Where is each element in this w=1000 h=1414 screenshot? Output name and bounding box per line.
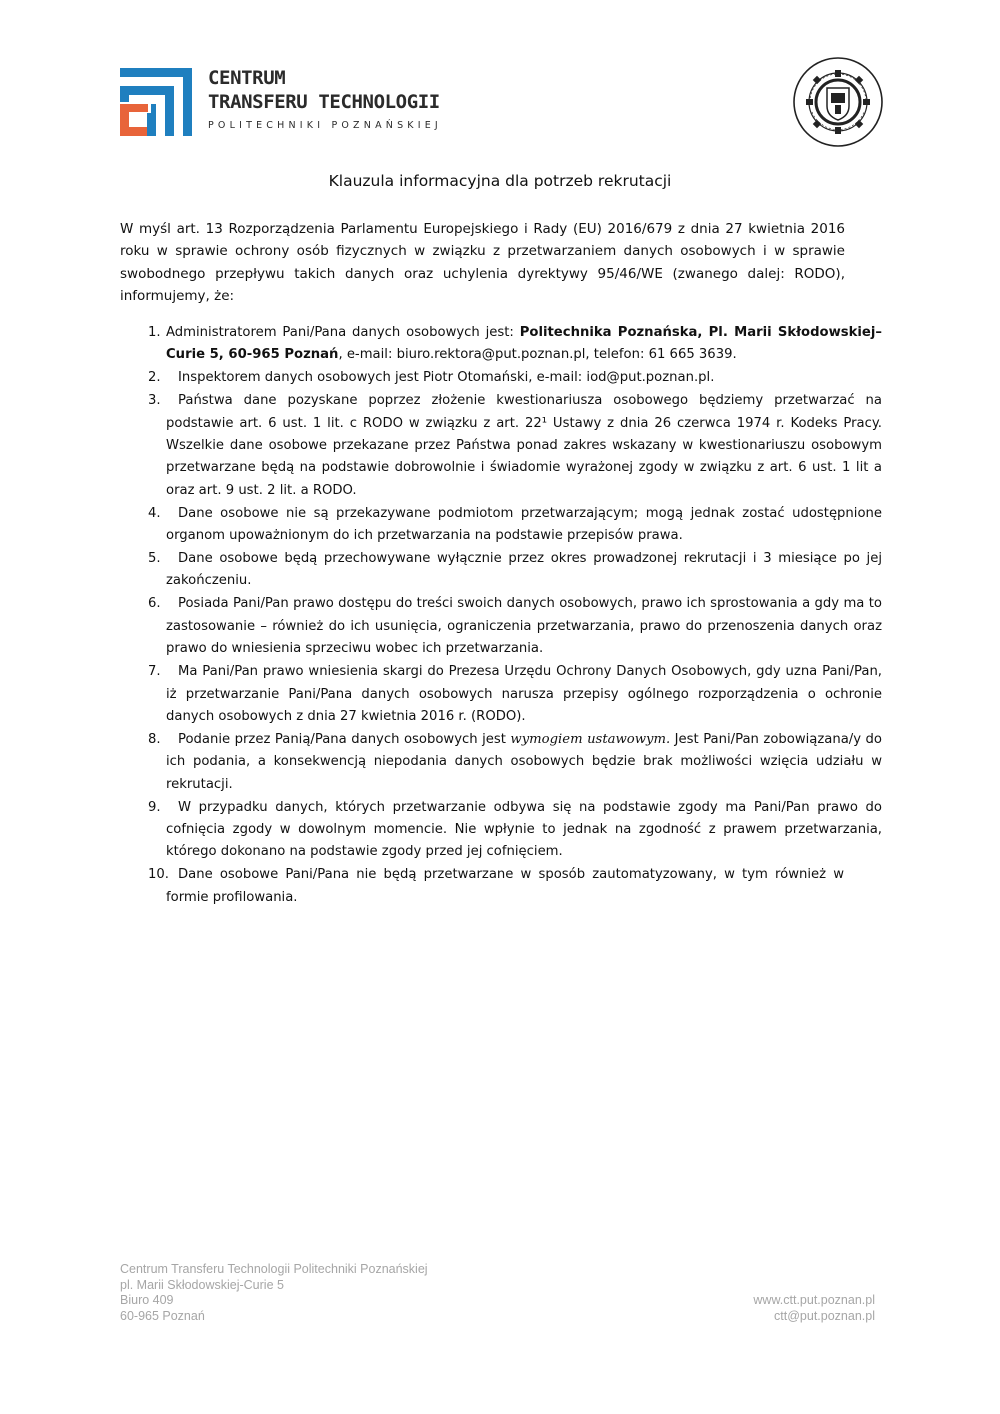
item-number: 4. bbox=[148, 505, 161, 521]
item-number: 9. bbox=[148, 799, 161, 815]
ctt-logo-text bbox=[208, 66, 442, 131]
list-item bbox=[120, 729, 882, 796]
list-item bbox=[120, 548, 882, 593]
item-text: Posiada Pani/Pan prawo dostępu do treści swoich danych osobowych, prawo ich sprostowania a gdy ma to zastosowanie – również do ich usunięcia, ograniczenia przetwarzania, prawo do przenoszenia danych oraz prawo do wniesienia sprzeciwu wobec ich przetwarzania. bbox=[166, 596, 882, 657]
clause-list bbox=[120, 322, 882, 910]
item-text-tail: Jest Pani/Pan zobowiązana/y do ich podania, a konsekwencją niepodania danych osobowych będzie brak możliwości wzięcia udziału w rekrutacji. bbox=[166, 731, 882, 792]
list-item bbox=[120, 367, 882, 389]
list-item bbox=[120, 390, 882, 502]
footer-street: pl. Marii Skłodowskiej-Curie 5 bbox=[120, 1277, 284, 1292]
item-number: 10. bbox=[148, 867, 169, 883]
list-item bbox=[120, 661, 882, 728]
item-text: Inspektorem danych osobowych jest Piotr Otomański, e-mail: iod@put.poznan.pl. bbox=[178, 370, 715, 386]
item-italic-text: wymogiem ustawowym. bbox=[510, 731, 671, 747]
university-seal-icon bbox=[792, 56, 884, 148]
logo-line-2: TRANSFERU TECHNOLOGII bbox=[208, 91, 440, 113]
item-number: 2. bbox=[148, 370, 161, 386]
footer-org-name: Centrum Transferu Technologii Politechniki Poznańskiej bbox=[120, 1262, 428, 1276]
item-text: Dane osobowe Pani/Pana nie będą przetwarzane w sposób zautomatyzowany, w tym również w formie profilowania. bbox=[166, 867, 844, 905]
list-item bbox=[120, 797, 882, 864]
item-number: 7. bbox=[148, 664, 161, 680]
list-item bbox=[120, 864, 882, 909]
letterhead bbox=[0, 0, 1000, 160]
intro-paragraph: W myśl art. 13 Rozporządzenia Parlamentu Europejskiego i Rady (EU) 2016/679 z dnia 27 kwietnia 2016 roku w sprawie ochrony osób fizycznych w związku z przetwarzaniem danych osobowych i w sprawie swobodnego przepływu takich danych oraz uchylenia dyrektywy 95/46/WE (zwanego dalej: RODO), informujemy, że: bbox=[120, 221, 845, 305]
item-text: Administratorem Pani/Pana danych osobowych jest: bbox=[166, 325, 520, 340]
logo-line-3: POLITECHNIKI POZNAŃSKIEJ bbox=[208, 120, 442, 131]
item-text-tail: , e-mail: biuro.rektora@put.poznan.pl, telefon: 61 665 3639. bbox=[338, 347, 737, 363]
footer-office: Biuro 409 bbox=[120, 1293, 174, 1307]
item-text: Państwa dane pozyskane poprzez złożenie kwestionariusza osobowego będziemy przetwarzać na podstawie art. 6 ust. 1 lit. c RODO w związku z art. 22¹ Ustawy z dnia 26 czerwca 1974 r. Kodeks Pracy. Wszelkie dane osobowe przekazane przez Państwa ponad zakres wskazany w kwestionariuszu osobowym przetwarzane będą na podstawie dobrowolnie i świadomie wyrażonej zgody w związku z art. 6 ust. 1 lit a oraz art. 9 ust. 2 lit. a RODO. bbox=[166, 393, 882, 498]
list-item bbox=[120, 322, 882, 367]
item-bold-text: Politechnika Poznańska, Pl. Marii Skłodowskiej–Curie 5, 60-965 Poznań bbox=[166, 325, 882, 363]
ctt-logo-mark bbox=[120, 68, 192, 136]
document-title: Klauzula informacyjna dla potrzeb rekrutacji bbox=[328, 172, 672, 190]
footer-email-link[interactable]: ctt@put.poznan.pl bbox=[774, 1308, 875, 1323]
item-text: W przypadku danych, których przetwarzanie odbywa się na podstawie zgody ma Pani/Pan prawo do cofnięcia zgody w dowolnym momencie. Nie wpłynie to jednak na zgodność z prawem przetwarzania, którego dokonano na podstawie zgody przed jej cofnięciem. bbox=[166, 799, 882, 860]
item-number: 5. bbox=[148, 551, 161, 567]
footer-city: 60-965 Poznań bbox=[120, 1308, 205, 1323]
logo-line-1: CENTRUM bbox=[208, 67, 286, 89]
item-text: Dane osobowe nie są przekazywane podmiotom przetwarzającym; mogą jednak zostać udostępnione organom upoważnionym do ich przetwarzania na podstawie przepisów prawa. bbox=[166, 505, 882, 544]
item-number: 1. bbox=[148, 325, 161, 340]
footer-website-link[interactable]: www.ctt.put.poznan.pl bbox=[753, 1293, 875, 1307]
item-text: Podanie przez Panią/Pana danych osobowych jest bbox=[178, 731, 511, 747]
list-item bbox=[120, 593, 882, 660]
item-number: 6. bbox=[148, 596, 161, 612]
footer-contact bbox=[753, 1293, 875, 1324]
item-number: 8. bbox=[148, 731, 161, 747]
list-item bbox=[120, 503, 882, 548]
item-number: 3. bbox=[148, 393, 161, 409]
item-text: Dane osobowe będą przechowywane wyłącznie przez okres prowadzonej rekrutacji i 3 miesiące po jej zakończeniu. bbox=[166, 551, 882, 589]
item-text: Ma Pani/Pan prawo wniesienia skargi do Prezesa Urzędu Ochrony Danych Osobowych, gdy uzna Pani/Pan, iż przetwarzanie Pani/Pana danych osobowych narusza przepisy ogólnego rozporządzenia o ochronie danych osobowych z dnia 27 kwietnia 2016 r. (RODO). bbox=[166, 664, 882, 724]
footer-address bbox=[120, 1262, 428, 1324]
